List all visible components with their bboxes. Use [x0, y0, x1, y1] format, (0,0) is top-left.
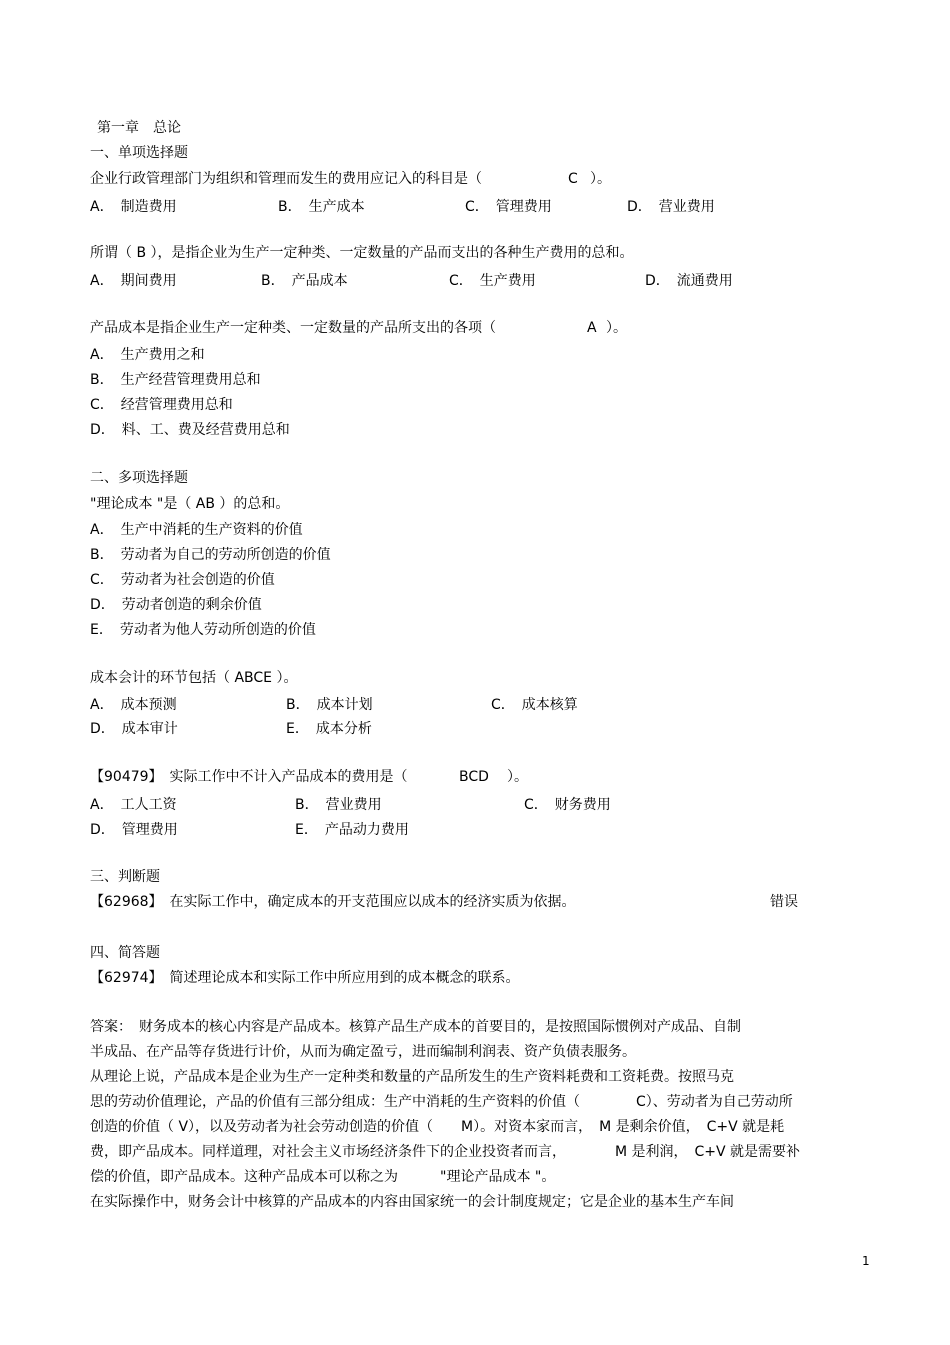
- option: A． 工人工资: [90, 797, 177, 813]
- answer-line: 答案： 财务成本的核心内容是产品成本。核算产品生产成本的首要目的，是按照国际惯例对产成品、自制: [90, 1019, 741, 1035]
- option: A． 生产中消耗的生产资料的价值: [90, 522, 303, 538]
- option: A． 期间费用: [90, 273, 177, 289]
- option: E． 成本分析: [286, 721, 372, 737]
- option: D． 料、工、费及经营费用总和: [90, 422, 290, 438]
- option: E． 劳动者为他人劳动所创造的价值: [90, 622, 316, 638]
- question-answer: BCD: [459, 769, 489, 785]
- option: D． 劳动者创造的剩余价值: [90, 597, 262, 613]
- answer-line: 半成品、在产品等存货进行计价，从而为确定盈亏，进而编制利润表、资产负债表服务。: [90, 1044, 636, 1060]
- answer-line: 费，即产品成本。同样道理，对社会主义市场经济条件下的企业投资者而言， M 是利润， C+V 就是需要补: [90, 1144, 801, 1160]
- option: D． 成本审计: [90, 721, 178, 737]
- option: C． 劳动者为社会创造的价值: [90, 572, 275, 588]
- option: B． 产品成本: [261, 273, 348, 289]
- answer-line: 从理论上说，产品成本是企业为生产一定种类和数量的产品所发生的生产资料耗费和工资耗费。按照马克: [90, 1069, 734, 1085]
- answer-line: 在实际操作中，财务会计中核算的产品成本的内容由国家统一的会计制度规定；它是企业的基本生产车间: [90, 1194, 734, 1210]
- question-stem: 企业行政管理部门为组织和管理而发生的费用应记入的科目是（: [90, 171, 482, 187]
- option: A． 生产费用之和: [90, 347, 205, 363]
- option: C． 成本核算: [491, 697, 578, 713]
- option: D． 流通费用: [645, 273, 733, 289]
- question-close: ）。: [507, 769, 528, 785]
- section-heading: 三、判断题: [90, 869, 160, 885]
- option: D． 管理费用: [90, 822, 178, 838]
- question-answer: C: [568, 171, 578, 187]
- question-stem: 【62974】 简述理论成本和实际工作中所应用到的成本概念的联系。: [90, 970, 520, 986]
- option: E． 产品动力费用: [295, 822, 409, 838]
- option: C． 生产费用: [449, 273, 536, 289]
- question-stem: 【90479】 实际工作中不计入产品成本的费用是（: [90, 769, 408, 785]
- option: A． 成本预测: [90, 697, 177, 713]
- chapter-title: 第一章 总论: [97, 120, 181, 136]
- section-heading: 一、单项选择题: [90, 145, 188, 161]
- option: B． 劳动者为自己的劳动所创造的价值: [90, 547, 331, 563]
- question-stem: 产品成本是指企业生产一定种类、一定数量的产品所支出的各项（: [90, 320, 496, 336]
- question-answer: 错误: [770, 894, 798, 910]
- option: B． 生产成本: [278, 199, 365, 215]
- question-close: ）。: [590, 171, 611, 187]
- question-close: ）。: [606, 320, 627, 336]
- option: B． 成本计划: [286, 697, 373, 713]
- option: D． 营业费用: [627, 199, 715, 215]
- section-heading: 二、多项选择题: [90, 470, 188, 486]
- question-stem: 成本会计的环节包括（ ABCE ）。: [90, 670, 298, 686]
- question-answer: A: [587, 320, 597, 336]
- answer-line: 创造的价值（ V），以及劳动者为社会劳动创造的价值（ M）。对资本家而言， M 是剩余价值， C+V 就是耗: [90, 1119, 785, 1135]
- answer-line: 偿的价值，即产品成本。这种产品成本可以称之为 "理论产品成本 "。: [90, 1169, 556, 1185]
- page-number: 1: [862, 1254, 870, 1268]
- option: C． 财务费用: [524, 797, 611, 813]
- option: C． 经营管理费用总和: [90, 397, 233, 413]
- section-heading: 四、简答题: [90, 945, 160, 961]
- option: B． 生产经营管理费用总和: [90, 372, 261, 388]
- question-stem: 所谓（ B ），是指企业为生产一定种类、一定数量的产品而支出的各种生产费用的总和。: [90, 245, 634, 261]
- answer-line: 思的劳动价值理论，产品的价值有三部分组成：生产中消耗的生产资料的价值（ C）、劳动者为自己劳动所: [90, 1094, 793, 1110]
- option: C． 管理费用: [465, 199, 552, 215]
- option: A． 制造费用: [90, 199, 177, 215]
- question-stem: 【62968】 在实际工作中，确定成本的开支范围应以成本的经济实质为依据。: [90, 894, 576, 910]
- question-stem: "理论成本 "是（ AB ）的总和。: [90, 496, 290, 512]
- option: B． 营业费用: [295, 797, 382, 813]
